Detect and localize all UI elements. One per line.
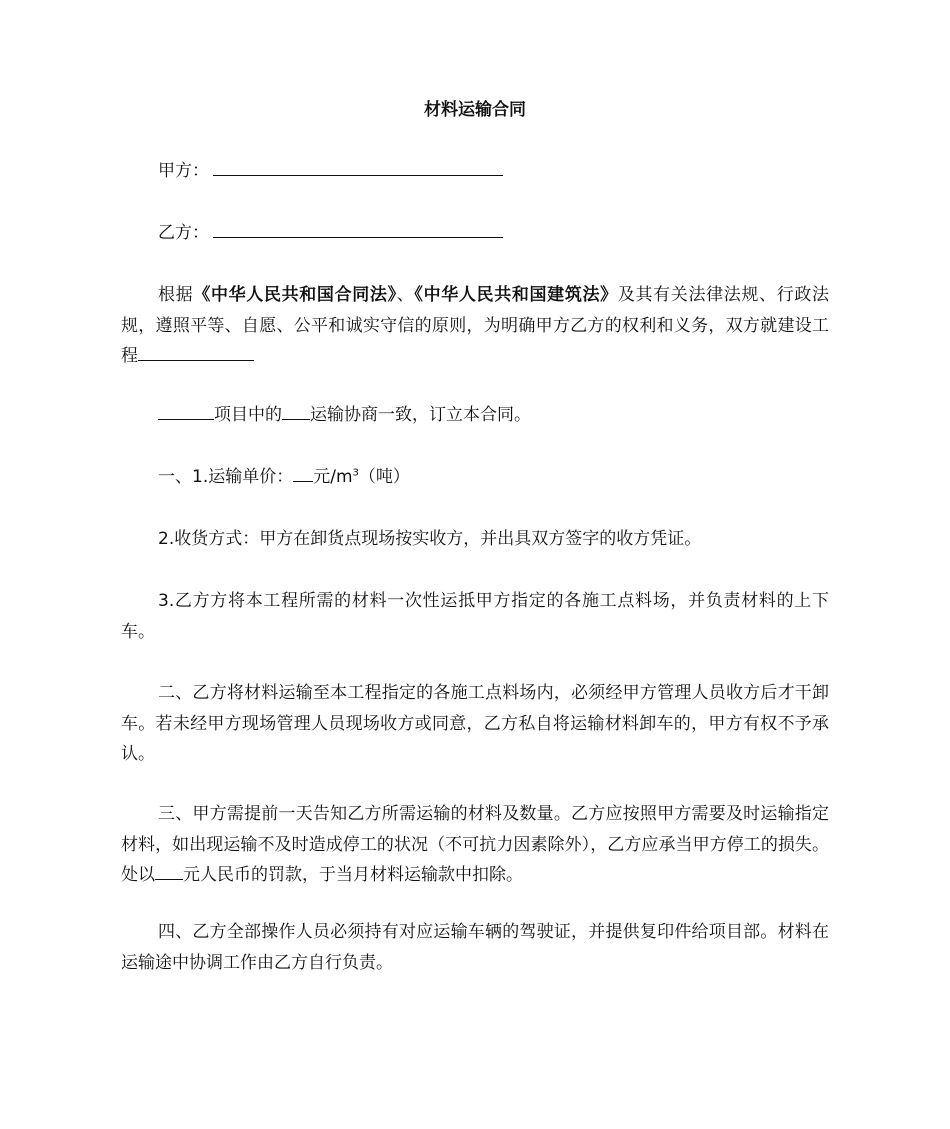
intro-rest: 及其有关法律法规、行政法规，遵照平等、自愿、公平和诚实守信的原则，为明确甲方乙方的权利和义务，双方就建设工程 <box>121 285 830 366</box>
clause-4: 四、乙方全部操作人员必须持有对应运输车辆的驾驶证，并提供复印件给项目部。材料在运输途中协调工作由乙方自行负责。 <box>121 922 829 973</box>
intro-prefix: 根据 <box>158 285 194 305</box>
law-contract: 《中华人民共和国合同法》 <box>193 285 397 305</box>
material-blank <box>282 401 310 420</box>
party-b-line <box>121 218 829 249</box>
project-line-part1: 项目中的 <box>214 405 282 425</box>
project-blank <box>158 401 214 420</box>
clause-3-part2: 元人民币的罚款，于当月材料运输款中扣除。 <box>183 865 523 885</box>
penalty-blank <box>155 861 183 880</box>
party-a-label: 甲方： <box>158 161 209 181</box>
clause-1-1-unit: 元/m <box>313 467 353 487</box>
clause-3-part1: 三、甲方需提前一天告知乙方所需运输的材料及数量。乙方应按照甲方需要及时运输指定材料，如出现运输不及时造成停工的状况（不可抗力因素除外），乙方应承当甲方停工的损失。处以 <box>121 804 829 885</box>
intro-paragraph <box>121 280 829 372</box>
document-title: 材料运输合同 <box>424 100 526 120</box>
party-b-blank <box>213 219 503 238</box>
clause-1-1 <box>121 462 829 493</box>
project-line <box>121 400 829 431</box>
clause-1-1-sup: 3 <box>352 467 359 479</box>
project-name-blank <box>138 342 254 361</box>
clause-3 <box>121 799 829 891</box>
party-b-label: 乙方： <box>158 223 209 243</box>
party-a-blank <box>213 157 503 176</box>
project-line-part2: 运输协商一致，订立本合同。 <box>310 405 531 425</box>
clause-1-3: 3.乙方方将本工程所需的材料一次性运抵甲方指定的各施工点料场，并负责材料的上下车。 <box>121 591 829 642</box>
clause-1-1-prefix: 一、1.运输单价： <box>158 467 294 487</box>
clause-1-2: 2.收货方式：甲方在卸货点现场按实收方，并出具双方签字的收方凭证。 <box>158 529 702 549</box>
party-a-line <box>121 156 829 187</box>
unit-price-blank <box>293 463 313 482</box>
clause-1-1-suffix: （吨） <box>358 467 410 487</box>
law-construction: 《中华人民共和国建筑法》 <box>414 285 618 305</box>
intro-sep: 、 <box>396 285 415 305</box>
clause-2: 二、乙方将材料运输至本工程指定的各施工点料场内，必须经甲方管理人员收方后才干卸车。若未经甲方现场管理人员现场收方或同意，乙方私自将运输材料卸车的，甲方有权不予承认。 <box>121 683 829 764</box>
